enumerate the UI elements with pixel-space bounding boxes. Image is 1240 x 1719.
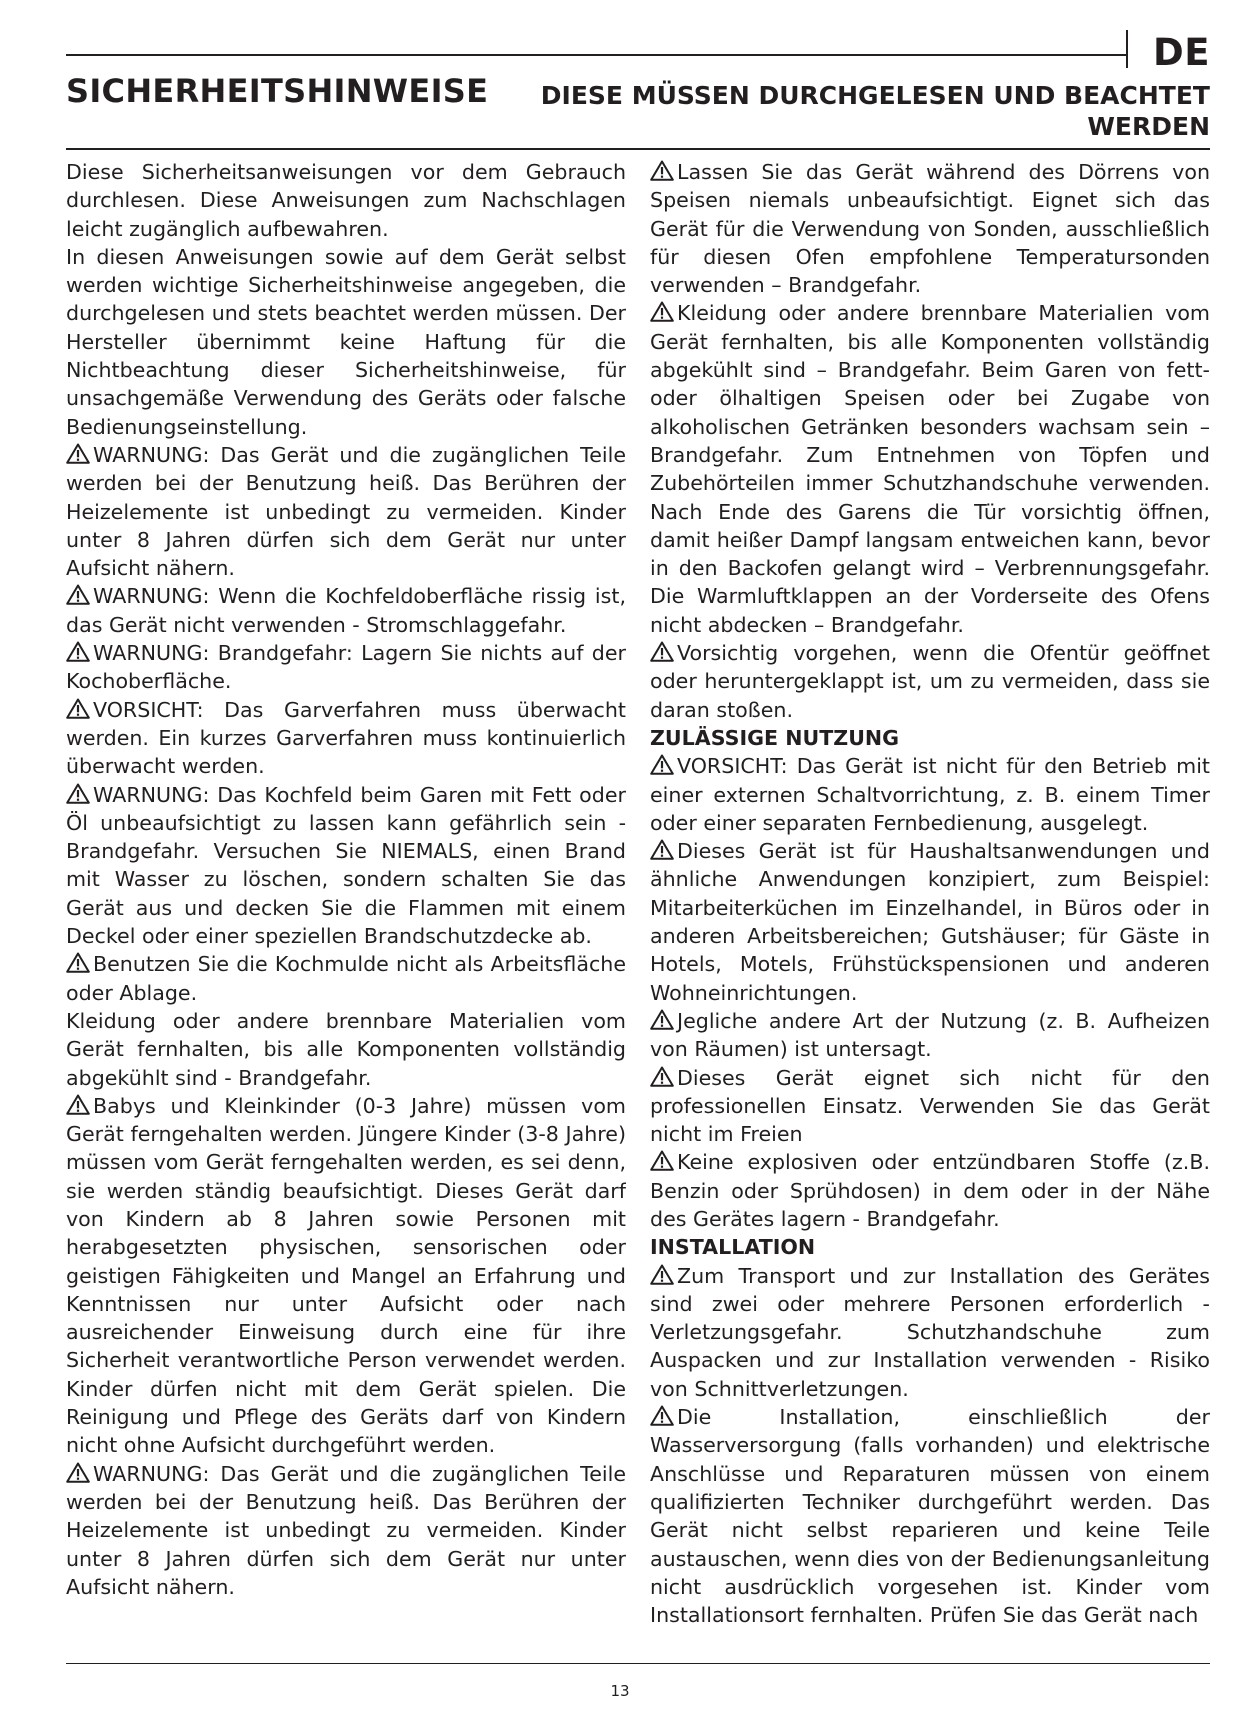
warning-triangle-icon — [66, 1094, 90, 1115]
page-number: 13 — [610, 1682, 630, 1700]
paragraph-text: WARNUNG: Das Kochfeld beim Garen mit Fett oder Öl unbeaufsichtigt zu lassen kann gefährlich sein - Brandgefahr. Versuchen Sie NIEMALS, einen Brand mit Wasser zu löschen, sondern schalten Sie das Gerät aus und decken Sie die Flammen mit einem Deckel oder einer speziellen Brandschutzdecke ab. — [66, 782, 626, 949]
paragraph-text: Dieses Gerät eignet sich nicht für den professionellen Einsatz. Verwenden Sie das Gerät nicht im Freien — [650, 1065, 1210, 1147]
paragraph-text: Diese Sicherheitsanweisungen vor dem Gebrauch durchlesen. Diese Anweisungen zum Nachschlagen leicht zugänglich aufbewahren. — [66, 160, 626, 241]
paragraph-text: VORSICHT: Das Garverfahren muss überwacht werden. Ein kurzes Garverfahren muss kontinuierlich überwacht werden. — [66, 697, 626, 779]
safety-paragraph — [650, 1064, 1210, 1149]
safety-paragraph — [66, 441, 626, 582]
warning-triangle-icon — [650, 1009, 674, 1030]
paragraph-text: Kleidung oder andere brennbare Materialien vom Gerät fernhalten, bis alle Komponenten vollständig abgekühlt sind - Brandgefahr. — [66, 1008, 626, 1090]
paragraph-text: Zum Transport und zur Installation des Gerätes sind zwei oder mehrere Personen erforderlich - Verletzungsgefahr. Schutzhandschuhe zum Auspacken und zur Installation verwenden - Risiko von Schnittverletzungen. — [650, 1263, 1210, 1401]
safety-paragraph — [650, 1148, 1210, 1233]
paragraph-text: WARNUNG: Das Gerät und die zugänglichen Teile werden bei der Benutzung heiß. Das Berühren der Heizelemente ist unbedingt zu vermeiden. Kinder unter 8 Jahren dürfen sich dem Gerät nur unter Aufsicht nähern. — [66, 442, 626, 581]
warning-triangle-icon — [650, 839, 674, 860]
paragraph-text: Kleidung oder andere brennbare Materialien vom Gerät fernhalten, bis alle Komponenten vollständig abgekühlt sind – Brandgefahr. Beim Garen von fett- oder ölhaltigen Speisen oder bei Zugabe von alkoholischen Getränken besonders wachsam sein – Brandgefahr. Zum Entnehmen von Töpfen und Zubehörteilen immer Schutzhandschuhe verwenden. Nach Ende des Garens die Tür vorsichtig öffnen, damit heißer Dampf langsam entweichen kann, bevor in den Backofen gelangt wird – Verbrennungsgefahr. Die Warmluftklappen an der Vorderseite des Ofens nicht abdecken – Brandgefahr. — [650, 301, 1210, 637]
safety-paragraph — [66, 1092, 626, 1460]
section-subtitle: DIESE MÜSSEN DURCHGELESEN UND BEACHTET WERDEN — [540, 81, 1210, 141]
warning-triangle-icon — [650, 1150, 674, 1171]
warning-triangle-icon — [66, 584, 90, 605]
paragraph-text: Keine explosiven oder entzündbaren Stoffe (z.B. Benzin oder Sprühdosen) in dem oder in der Nähe des Gerätes lagern - Brandgefahr. — [650, 1150, 1210, 1231]
safety-paragraph — [66, 582, 626, 639]
safety-paragraph — [66, 781, 626, 951]
warning-triangle-icon — [650, 160, 674, 181]
warning-triangle-icon — [650, 301, 674, 322]
footer-rule — [66, 1663, 1210, 1664]
warning-triangle-icon — [66, 783, 90, 804]
safety-paragraph — [650, 639, 1210, 724]
title-rule — [66, 148, 1210, 150]
safety-paragraph — [650, 158, 1210, 299]
warning-triangle-icon — [650, 1066, 674, 1087]
subsection-heading: INSTALLATION — [650, 1235, 816, 1260]
paragraph-text: Lassen Sie das Gerät während des Dörrens von Speisen niemals unbeaufsichtigt. Eignet sich das Gerät für die Verwendung von Sonden, ausschließlich für diesen Ofen empfohlene Temperatursonden verwenden – Brandgefahr. — [650, 160, 1210, 298]
paragraph-text: Die Installation, einschließlich der Wasserversorgung (falls vorhanden) und elektrische Anschlüsse und Reparaturen müssen von einem qualifizierten Techniker durchgeführt werden. Das Gerät nicht selbst reparieren und keine Teile austauschen, wenn dies von der Bedienungsanleitung nicht ausdrücklich vorgesehen ist. Kinder vom Installationsort fernhalten. Prüfen Sie das Gerät nach — [650, 1405, 1210, 1628]
safety-paragraph — [66, 243, 626, 441]
section-title: SICHERHEITSHINWEISE — [66, 72, 489, 110]
warning-triangle-icon — [650, 754, 674, 775]
warning-triangle-icon — [66, 443, 90, 464]
paragraph-text: Dieses Gerät ist für Haushaltsanwendungen und ähnliche Anwendungen konzipiert, zum Beispiel: Mitarbeiterküchen im Einzelhandel, in Büros oder in anderen Arbeitsbereichen; Gutshäuser; für Gäste in Hotels, Motels, Frühstückspensionen und anderen Wohneinrichtungen. — [650, 839, 1210, 1005]
warning-triangle-icon — [66, 1462, 90, 1483]
paragraph-text: WARNUNG: Brandgefahr: Lagern Sie nichts auf der Kochoberfläche. — [66, 641, 626, 694]
paragraph-text: In diesen Anweisungen sowie auf dem Gerät selbst werden wichtige Sicherheitshinweise angegeben, die durchgelesen und stets beachtet werden müssen. Der Hersteller übernimmt keine Haftung für die Nichtbeachtung dieser Sicherheitshinweise, für unsachgemäße Verwendung des Geräts oder falsche Bedienungseinstellung. — [66, 244, 626, 439]
warning-triangle-icon — [66, 698, 90, 719]
safety-paragraph — [66, 696, 626, 781]
safety-paragraph — [66, 1460, 626, 1601]
warning-triangle-icon — [66, 641, 90, 662]
language-code: DE — [1153, 31, 1210, 74]
safety-paragraph — [66, 158, 626, 243]
warning-triangle-icon — [650, 1405, 674, 1426]
safety-paragraph — [66, 950, 626, 1007]
safety-paragraph — [650, 837, 1210, 1007]
safety-paragraph — [66, 639, 626, 696]
paragraph-text: Vorsichtig vorgehen, wenn die Ofentür geöffnet oder heruntergeklappt ist, um zu vermeiden, dass sie daran stoßen. — [650, 641, 1210, 722]
safety-paragraph — [650, 1403, 1210, 1628]
paragraph-text: WARNUNG: Wenn die Kochfeldoberfläche rissig ist, das Gerät nicht verwenden - Stromschlaggefahr. — [66, 584, 626, 637]
subsection-heading: ZULÄSSIGE NUTZUNG — [650, 725, 900, 750]
safety-paragraph — [650, 1007, 1210, 1064]
paragraph-text: WARNUNG: Das Gerät und die zugänglichen Teile werden bei der Benutzung heiß. Das Berühren der Heizelemente ist unbedingt zu vermeiden. Kinder unter 8 Jahren dürfen sich dem Gerät nur unter Aufsicht nähern. — [66, 1461, 626, 1599]
paragraph-text: Jegliche andere Art der Nutzung (z. B. Aufheizen von Räumen) ist untersagt. — [650, 1008, 1210, 1062]
left-column — [66, 158, 626, 1628]
warning-triangle-icon — [650, 1264, 674, 1285]
header-rule-tick — [1126, 30, 1128, 68]
right-column — [650, 158, 1210, 1628]
header-rule — [66, 54, 1126, 56]
paragraph-text: VORSICHT: Das Gerät ist nicht für den Betrieb mit einer externen Schaltvorrichtung, z. B. einem Timer oder einer separaten Fernbedienung, ausgelegt. — [650, 754, 1210, 835]
safety-paragraph — [650, 299, 1210, 639]
safety-paragraph — [66, 1007, 626, 1092]
paragraph-text: Benutzen Sie die Kochmulde nicht als Arbeitsfläche oder Ablage. — [66, 952, 626, 1005]
safety-paragraph — [650, 1262, 1210, 1403]
warning-triangle-icon — [650, 641, 674, 662]
safety-paragraph — [650, 752, 1210, 837]
warning-triangle-icon — [66, 952, 90, 973]
paragraph-text: Babys und Kleinkinder (0-3 Jahre) müssen vom Gerät ferngehalten werden. Jüngere Kinder (3-8 Jahre) müssen vom Gerät ferngehalten werden, es sei denn, sie werden ständig beaufsichtigt. Dieses Gerät darf von Kindern ab 8 Jahren sowie Personen mit herabgesetzten physischen, sensorischen oder geistigen Fähigkeiten und Mangel an Erfahrung und Kenntnissen nur unter Aufsicht oder nach ausreichender Einweisung durch eine für ihre Sicherheit verantwortliche Person verwendet werden. Kinder dürfen nicht mit dem Gerät spielen. Die Reinigung und Pflege des Geräts darf von Kindern nicht ohne Aufsicht durchgeführt werden. — [66, 1093, 626, 1458]
